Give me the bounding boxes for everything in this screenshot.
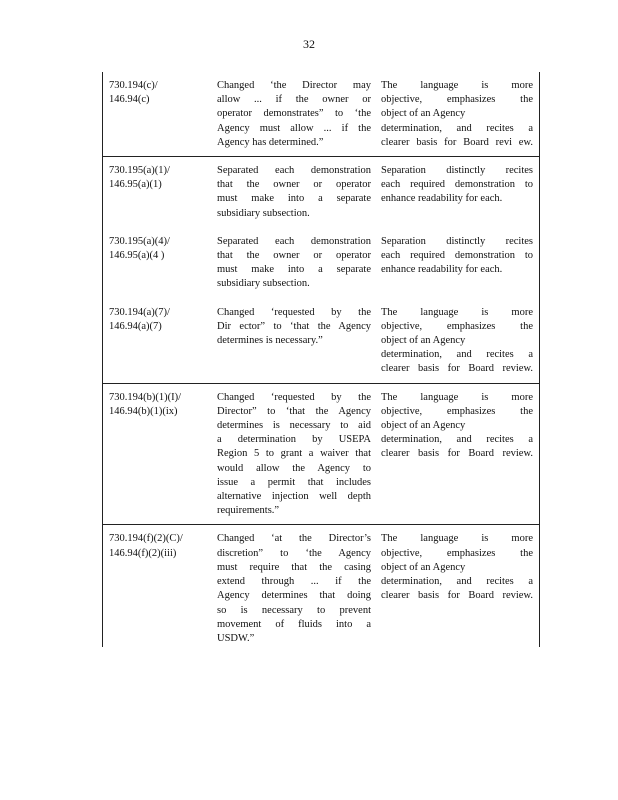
rationale-line: objective, emphasizes the bbox=[381, 547, 533, 559]
section-cell bbox=[103, 306, 217, 377]
change-line: Changed ‘at the Director’s bbox=[217, 533, 371, 545]
section-line: 146.94(a)(7) bbox=[109, 320, 162, 332]
rationale-line: objective, emphasizes the bbox=[381, 320, 533, 332]
change-line: requirements.” bbox=[217, 505, 280, 517]
change-line: operator demonstrates” to ‘the bbox=[217, 108, 371, 120]
rationale-line: The language is more bbox=[381, 306, 533, 318]
change-line: determines is necessary to aid bbox=[217, 420, 371, 432]
section-line: 730.194(b)(1)(I)/ bbox=[109, 391, 182, 403]
change-line: movement of fluids into a bbox=[217, 618, 371, 630]
rationale-line: objective, emphasizes the bbox=[381, 94, 533, 106]
change-line: must require that the casing bbox=[217, 561, 371, 573]
rationale-cell bbox=[381, 532, 539, 646]
table-group bbox=[103, 157, 539, 384]
change-line: Separated each demonstration bbox=[217, 235, 371, 247]
rationale-cell bbox=[381, 235, 539, 292]
change-line: Changed ‘the Director may bbox=[217, 80, 371, 91]
change-line: USDW.” bbox=[217, 632, 255, 644]
change-line: must make into a separate bbox=[217, 193, 371, 205]
change-line: Dir ector” to ‘that the Agency bbox=[217, 320, 371, 332]
table-group bbox=[103, 525, 539, 652]
table-group bbox=[103, 72, 539, 157]
comparison-table bbox=[102, 72, 540, 647]
change-cell bbox=[217, 79, 381, 150]
change-line: discretion” to ‘the Agency bbox=[217, 547, 371, 559]
rationale-line: Separation distinctly recites bbox=[381, 165, 533, 177]
section-line: 730.195(a)(4)/ bbox=[109, 235, 170, 247]
section-line: 146.94(b)(1)(ix) bbox=[109, 405, 178, 417]
rationale-line: enhance readability for each. bbox=[381, 193, 503, 205]
change-cell bbox=[217, 164, 381, 221]
rationale-line: object of an Agency bbox=[381, 108, 466, 120]
change-line: would allow the Agency to bbox=[217, 462, 371, 474]
section-line: 146.94(f)(2)(iii) bbox=[109, 547, 177, 559]
change-line: subsidiary subsection. bbox=[217, 207, 310, 219]
change-line: Changed ‘requested by the bbox=[217, 306, 371, 318]
section-cell bbox=[103, 164, 217, 221]
change-line: subsidiary subsection. bbox=[217, 278, 310, 290]
change-line: allow ... if the owner or bbox=[217, 94, 371, 106]
section-line: 146.95(a)(1) bbox=[109, 179, 162, 191]
rationale-cell bbox=[381, 164, 539, 221]
table-group bbox=[103, 384, 539, 526]
section-cell bbox=[103, 391, 217, 519]
rationale-line: each required demonstration to bbox=[381, 250, 533, 262]
rationale-line: The language is more bbox=[381, 391, 533, 403]
section-line: 146.95(a)(4 ) bbox=[109, 250, 165, 262]
rationale-line: object of an Agency bbox=[381, 335, 466, 347]
table-row bbox=[103, 298, 539, 383]
change-line: Agency determines that doing bbox=[217, 590, 371, 602]
rationale-line: clearer basis for Board review. bbox=[381, 590, 533, 602]
change-line: that the owner or operator bbox=[217, 250, 371, 262]
section-cell bbox=[103, 532, 217, 646]
rationale-cell bbox=[381, 306, 539, 377]
rationale-line: clearer basis for Board revi ew. bbox=[381, 136, 533, 148]
section-line: 146.94(c) bbox=[109, 94, 150, 106]
change-line: a determination by USEPA bbox=[217, 434, 371, 446]
rationale-line: enhance readability for each. bbox=[381, 264, 503, 276]
change-line: Agency must allow ... if the bbox=[217, 122, 371, 134]
section-line: 730.195(a)(1)/ bbox=[109, 165, 170, 177]
change-line: issue a permit that includes bbox=[217, 476, 371, 488]
table-row bbox=[103, 157, 539, 227]
rationale-line: each required demonstration to bbox=[381, 179, 533, 191]
change-line: Region 5 to grant a waiver that bbox=[217, 448, 371, 460]
table-row bbox=[103, 227, 539, 298]
rationale-cell bbox=[381, 391, 539, 519]
change-line: extend through ... if the bbox=[217, 576, 371, 588]
table-row bbox=[103, 72, 539, 156]
section-cell bbox=[103, 235, 217, 292]
change-line: so is necessary to prevent bbox=[217, 604, 371, 616]
change-cell bbox=[217, 391, 381, 519]
rationale-line: clearer basis for Board review. bbox=[381, 363, 533, 375]
rationale-line: Separation distinctly recites bbox=[381, 235, 533, 247]
change-line: Agency has determined.” bbox=[217, 136, 324, 148]
section-cell bbox=[103, 79, 217, 150]
change-line: determines is necessary.” bbox=[217, 335, 323, 347]
rationale-line: determination, and recites a bbox=[381, 434, 533, 446]
rationale-line: objective, emphasizes the bbox=[381, 405, 533, 417]
change-cell bbox=[217, 306, 381, 377]
rationale-line: object of an Agency bbox=[381, 561, 466, 573]
table-row bbox=[103, 525, 539, 652]
rationale-line: determination, and recites a bbox=[381, 576, 533, 588]
section-line: 730.194(f)(2)(C)/ bbox=[109, 533, 183, 545]
section-line: 730.194(a)(7)/ bbox=[109, 306, 170, 318]
change-line: Director” to ‘that the Agency bbox=[217, 405, 371, 417]
rationale-line: determination, and recites a bbox=[381, 122, 533, 134]
change-cell bbox=[217, 532, 381, 646]
change-line: must make into a separate bbox=[217, 264, 371, 276]
rationale-cell bbox=[381, 79, 539, 150]
change-cell bbox=[217, 235, 381, 292]
change-line: Changed ‘requested by the bbox=[217, 391, 371, 403]
change-line: alternative injection well depth bbox=[217, 491, 371, 503]
rationale-line: The language is more bbox=[381, 80, 533, 91]
section-line: 730.194(c)/ bbox=[109, 80, 158, 91]
rationale-line: determination, and recites a bbox=[381, 349, 533, 361]
table-row bbox=[103, 384, 539, 525]
change-line: that the owner or operator bbox=[217, 179, 371, 191]
rationale-line: The language is more bbox=[381, 533, 533, 545]
page-number: 32 bbox=[303, 37, 315, 51]
change-line: Separated each demonstration bbox=[217, 165, 371, 177]
rationale-line: clearer basis for Board review. bbox=[381, 448, 533, 460]
rationale-line: object of an Agency bbox=[381, 420, 466, 432]
